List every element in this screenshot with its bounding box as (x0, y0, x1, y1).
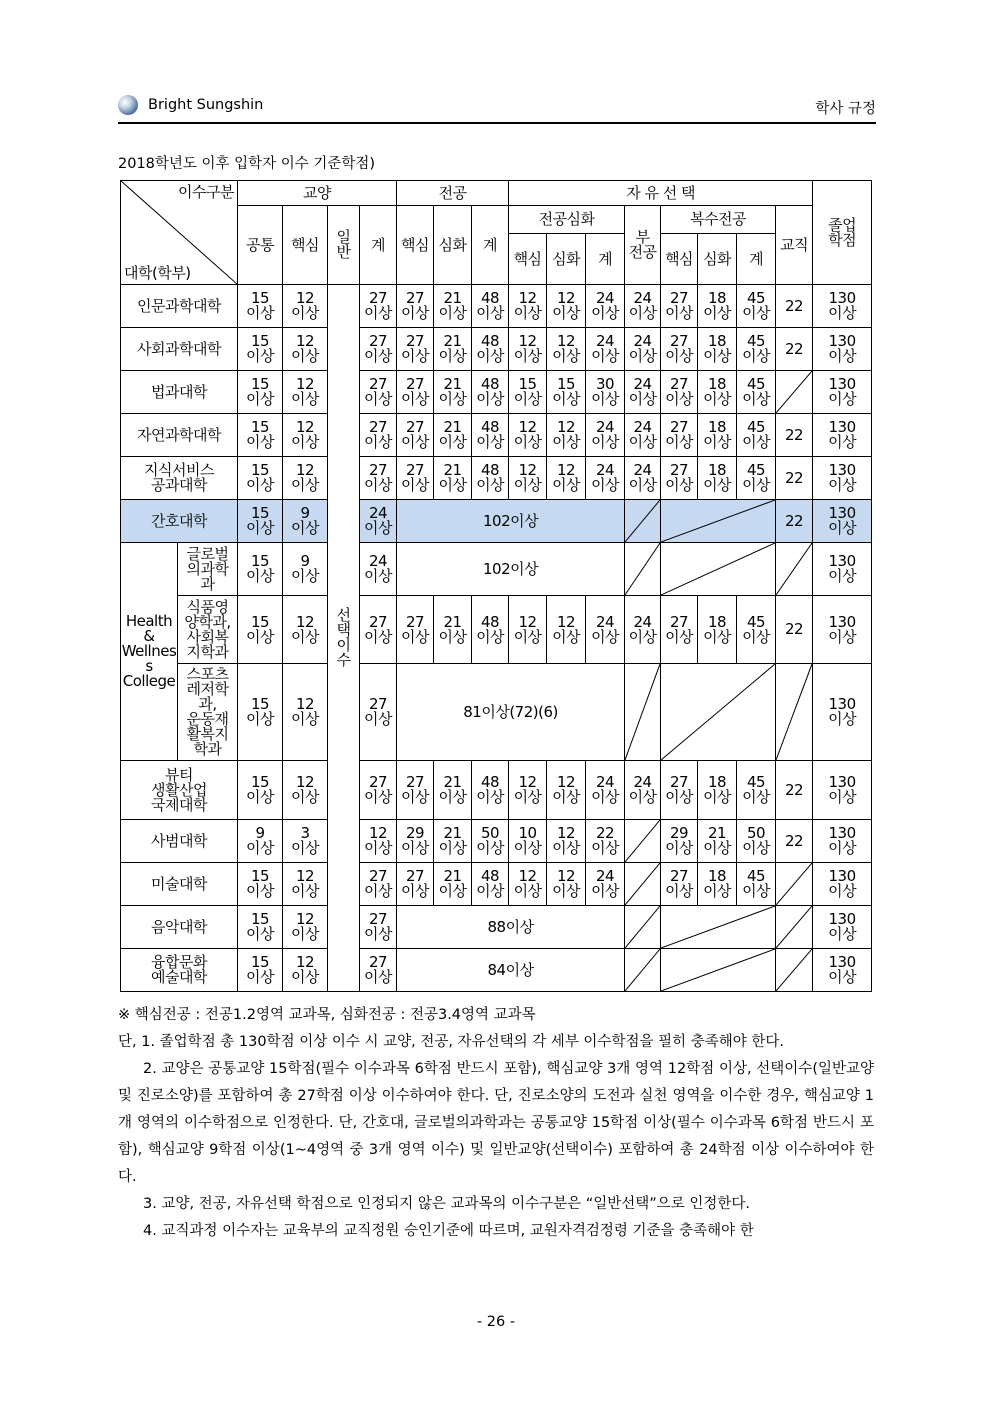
cell: 21 이상 (434, 457, 472, 500)
cell: 130 이상 (813, 371, 872, 414)
cell: 27 이상 (397, 596, 434, 664)
cell: 29 이상 (661, 820, 698, 863)
table-row (121, 414, 872, 457)
cell: 45 이상 (737, 863, 776, 906)
cell: 15 이상 (238, 596, 283, 664)
cell: 21 이상 (434, 285, 472, 328)
cell: 18 이상 (698, 328, 737, 371)
cell: 18 이상 (698, 285, 737, 328)
cell: 50 이상 (472, 820, 509, 863)
cell: 9 이상 (238, 820, 283, 863)
cell: 27 이상 (397, 328, 434, 371)
cell: 27 이상 (360, 596, 397, 664)
note-4: 4. 교직과정 이수자는 교육부의 교직정원 승인기준에 따르며, 교원자격검정령 기준을 충족해야 한 (143, 1223, 754, 1239)
cell: 12 이상 (509, 457, 547, 500)
col-gye: 계 (360, 206, 397, 285)
table-row (121, 664, 872, 761)
empty-slash-cell (661, 500, 776, 543)
header-corner-cell (121, 181, 238, 285)
cell: 3 이상 (283, 820, 328, 863)
cell: 12 이상 (547, 863, 586, 906)
cell: 48 이상 (472, 414, 509, 457)
cell: 24 이상 (625, 457, 661, 500)
merged-cell: 102이상 (397, 500, 625, 543)
col-ilban: 일 반 (328, 206, 360, 285)
cell: 24 이상 (586, 328, 625, 371)
cell: 18 이상 (698, 761, 737, 820)
cell: 22 (776, 820, 813, 863)
cell: 12 이상 (283, 414, 328, 457)
cell: 27 이상 (661, 457, 698, 500)
cell: 10 이상 (509, 820, 547, 863)
cell: 27 이상 (360, 949, 397, 992)
corner-bottom-label: 대학(학부) (124, 264, 191, 282)
cell: 15 이상 (509, 371, 547, 414)
col-s-gye: 계 (586, 234, 625, 285)
table-row (121, 371, 872, 414)
row-name: 식품영 양학과, 사회복 지학과 (178, 596, 238, 664)
cell: 27 이상 (397, 414, 434, 457)
cell: 24 이상 (625, 761, 661, 820)
cell: 12 이상 (283, 664, 328, 761)
merged-cell: 102이상 (397, 543, 625, 596)
cell: 45 이상 (737, 761, 776, 820)
cell: 12 이상 (547, 457, 586, 500)
cell: 48 이상 (472, 761, 509, 820)
cell: 27 이상 (360, 863, 397, 906)
col-s-haeksim: 핵심 (509, 234, 547, 285)
cell: 27 이상 (360, 664, 397, 761)
cell: 12 이상 (360, 820, 397, 863)
row-name: 미술대학 (121, 863, 238, 906)
table-row (121, 596, 872, 664)
empty-slash-cell (625, 664, 661, 761)
note-3: 3. 교양, 전공, 자유선택 학점으로 인정되지 않은 교과목의 이수구분은 “일반선택”으로 인정한다. (143, 1196, 751, 1212)
empty-slash-cell (776, 543, 813, 596)
cell: 27 이상 (661, 328, 698, 371)
cell: 15 이상 (238, 863, 283, 906)
cell: 27 이상 (397, 285, 434, 328)
cell: 45 이상 (737, 371, 776, 414)
merged-cell: 84이상 (397, 949, 625, 992)
cell: 130 이상 (813, 414, 872, 457)
cell: 12 이상 (509, 596, 547, 664)
empty-slash-cell (776, 863, 813, 906)
cell: 27 이상 (661, 596, 698, 664)
cell: 12 이상 (283, 761, 328, 820)
cell: 27 이상 (661, 761, 698, 820)
cell: 18 이상 (698, 596, 737, 664)
row-name: 음악대학 (121, 906, 238, 949)
merged-cell: 81이상(72)(6) (397, 664, 625, 761)
cell: 30 이상 (586, 371, 625, 414)
cell: 9 이상 (283, 543, 328, 596)
row-name: 사회과학대학 (121, 328, 238, 371)
cell: 48 이상 (472, 285, 509, 328)
cell: 27 이상 (661, 285, 698, 328)
cell: 24 이상 (625, 328, 661, 371)
table-row (121, 863, 872, 906)
cell: 12 이상 (547, 285, 586, 328)
cell: 15 이상 (238, 328, 283, 371)
cell: 22 이상 (586, 820, 625, 863)
cell: 24 이상 (586, 285, 625, 328)
table-row (121, 285, 872, 328)
col-gongtong: 공통 (238, 206, 283, 285)
table-row (121, 761, 872, 820)
note-1: 단, 1. 졸업학점 총 130학점 이상 이수 시 교양, 전공, 자유선택의 각 세부 이수학점을 필히 충족해야 한다. (118, 1034, 784, 1050)
cell: 130 이상 (813, 596, 872, 664)
table-row (121, 949, 872, 992)
cell: 12 이상 (283, 371, 328, 414)
empty-slash-cell (625, 820, 661, 863)
cell: 15 이상 (238, 949, 283, 992)
col-j-simhwa: 심화 (434, 206, 472, 285)
cell: 21 이상 (434, 371, 472, 414)
cell: 29 이상 (397, 820, 434, 863)
col-haeksim: 핵심 (283, 206, 328, 285)
cell: 21 이상 (698, 820, 737, 863)
sungshin-logo-icon (118, 95, 138, 115)
row-name: 뷰티 생활산업 국제대학 (121, 761, 238, 820)
cell: 12 이상 (283, 596, 328, 664)
cell: 15 이상 (547, 371, 586, 414)
cell: 12 이상 (547, 820, 586, 863)
cell: 45 이상 (737, 414, 776, 457)
cell: 48 이상 (472, 457, 509, 500)
cell: 27 이상 (661, 863, 698, 906)
row-name: 자연과학대학 (121, 414, 238, 457)
row-name: 법과대학 (121, 371, 238, 414)
col-gyojik: 교직 (776, 206, 813, 285)
table-row (121, 820, 872, 863)
cell: 18 이상 (698, 457, 737, 500)
cell: 50 이상 (737, 820, 776, 863)
empty-slash-cell (661, 664, 776, 761)
row-name: 융합문화 예술대학 (121, 949, 238, 992)
group-boksu: 복수전공 (661, 206, 776, 234)
cell: 27 이상 (360, 761, 397, 820)
col-j-haeksim: 핵심 (397, 206, 434, 285)
empty-slash-cell (776, 949, 813, 992)
cell: 45 이상 (737, 596, 776, 664)
notes-section (118, 1002, 874, 1245)
empty-slash-cell (776, 371, 813, 414)
cell: 12 이상 (283, 285, 328, 328)
table-caption: 2018학년도 이후 입학자 이수 기준학점) (118, 156, 376, 172)
cell: 15 이상 (238, 414, 283, 457)
col-b-simhwa: 심화 (698, 234, 737, 285)
cell: 48 이상 (472, 371, 509, 414)
cell: 15 이상 (238, 500, 283, 543)
col-b-haeksim: 핵심 (661, 234, 698, 285)
group-jeongong: 전공 (397, 181, 509, 206)
page-header (118, 92, 876, 124)
cell: 27 이상 (360, 285, 397, 328)
empty-slash-cell (776, 664, 813, 761)
empty-slash-cell (661, 949, 776, 992)
cell: 21 이상 (434, 863, 472, 906)
cell: 15 이상 (238, 664, 283, 761)
cell: 130 이상 (813, 906, 872, 949)
cell: 15 이상 (238, 543, 283, 596)
credit-requirements-table (120, 180, 872, 992)
cell: 22 (776, 328, 813, 371)
table-row (121, 328, 872, 371)
corner-top-label: 이수구분 (178, 183, 234, 201)
cell: 24 이상 (625, 596, 661, 664)
cell: 24 이상 (586, 863, 625, 906)
cell: 24 이상 (586, 596, 625, 664)
cell: 27 이상 (360, 906, 397, 949)
cell: 9 이상 (283, 500, 328, 543)
empty-slash-cell (661, 906, 776, 949)
cell: 45 이상 (737, 457, 776, 500)
cell: 12 이상 (283, 457, 328, 500)
cell: 27 이상 (360, 457, 397, 500)
col-s-simhwa: 심화 (547, 234, 586, 285)
cell: 27 이상 (360, 371, 397, 414)
cell: 27 이상 (397, 457, 434, 500)
cell: 24 이상 (625, 414, 661, 457)
cell: 24 이상 (586, 761, 625, 820)
cell: 21 이상 (434, 761, 472, 820)
cell: 130 이상 (813, 543, 872, 596)
cell: 27 이상 (397, 863, 434, 906)
section-title: 학사 규정 (815, 101, 876, 117)
cell: 24 이상 (360, 543, 397, 596)
cell: 45 이상 (737, 328, 776, 371)
cell: 27 이상 (397, 371, 434, 414)
cell: 130 이상 (813, 761, 872, 820)
cell: 22 (776, 285, 813, 328)
col-b-gye: 계 (737, 234, 776, 285)
cell: 27 이상 (661, 414, 698, 457)
cell: 27 이상 (360, 414, 397, 457)
cell: 12 이상 (283, 863, 328, 906)
cell: 12 이상 (509, 414, 547, 457)
merged-cell: 88이상 (397, 906, 625, 949)
cell: 12 이상 (547, 761, 586, 820)
empty-slash-cell (625, 543, 661, 596)
cell: 21 이상 (434, 414, 472, 457)
cell: 27 이상 (661, 371, 698, 414)
ilban-merged: 선 택 이 수 (328, 285, 360, 992)
table-row (121, 543, 872, 596)
cell: 48 이상 (472, 328, 509, 371)
note-2: 2. 교양은 공통교양 15학점(필수 이수과목 6학점 반드시 포함), 핵심교양 3개 영역 12학점 이상, 선택이수(일반교양 및 진로소양)를 포함하여 총 27학점 이상 이수하여야 한다. 단, 진로소양의 도전과 실천 영역을 이수한 경우, 핵심교양 1개 영역의 이수학점으로 인정한다. 단, 간호대, 글로벌의과학과는 공통교양 15학점 이상(필수 이수과목 6학점 반드시 포함), 핵심교양 9학점 이상(1~4영역 중 3개 영역 이수) 및 일반교양(선택이수) 포함하여 총 24학점 이상 이수하여야 한다. (118, 1061, 874, 1185)
cell: 24 이상 (360, 500, 397, 543)
cell: 12 이상 (509, 863, 547, 906)
cell: 21 이상 (434, 596, 472, 664)
cell: 12 이상 (283, 949, 328, 992)
cell: 22 (776, 761, 813, 820)
cell: 27 이상 (360, 328, 397, 371)
table-row-highlighted (121, 500, 872, 543)
cell: 130 이상 (813, 949, 872, 992)
group-simhwa: 전공심화 (509, 206, 625, 234)
cell: 45 이상 (737, 285, 776, 328)
cell: 12 이상 (509, 285, 547, 328)
note-definition: ※ 핵심전공 : 전공1.2영역 교과목, 심화전공 : 전공3.4영역 교과목 (118, 1007, 536, 1023)
row-name: 글로벌 의과학 과 (178, 543, 238, 596)
row-name: 간호대학 (121, 500, 238, 543)
cell: 21 이상 (434, 328, 472, 371)
cell: 130 이상 (813, 664, 872, 761)
col-j-gye: 계 (472, 206, 509, 285)
group-jayu: 자 유 선 택 (509, 181, 813, 206)
cell: 130 이상 (813, 820, 872, 863)
cell: 48 이상 (472, 596, 509, 664)
table-row (121, 906, 872, 949)
cell: 15 이상 (238, 761, 283, 820)
cell: 22 (776, 457, 813, 500)
hw-group-label: Health & Wellnes s College (121, 543, 178, 761)
cell: 27 이상 (397, 761, 434, 820)
group-gyoyang: 교양 (238, 181, 397, 206)
empty-slash-cell (661, 543, 776, 596)
row-name: 지식서비스 공과대학 (121, 457, 238, 500)
cell: 12 이상 (547, 414, 586, 457)
cell: 48 이상 (472, 863, 509, 906)
cell: 130 이상 (813, 328, 872, 371)
cell: 15 이상 (238, 371, 283, 414)
empty-slash-cell (625, 863, 661, 906)
cell: 24 이상 (625, 285, 661, 328)
cell: 15 이상 (238, 906, 283, 949)
cell: 22 (776, 500, 813, 543)
cell: 24 이상 (586, 457, 625, 500)
cell: 130 이상 (813, 863, 872, 906)
cell: 130 이상 (813, 457, 872, 500)
cell: 24 이상 (625, 371, 661, 414)
cell: 130 이상 (813, 500, 872, 543)
cell: 21 이상 (434, 820, 472, 863)
brand-name: Bright Sungshin (148, 97, 264, 113)
cell: 12 이상 (547, 596, 586, 664)
page-number: - 26 - (476, 1314, 516, 1330)
empty-slash-cell (625, 906, 661, 949)
col-jorup: 졸업 학점 (813, 181, 872, 285)
cell: 18 이상 (698, 371, 737, 414)
cell: 24 이상 (586, 414, 625, 457)
row-name: 인문과학대학 (121, 285, 238, 328)
cell: 15 이상 (238, 285, 283, 328)
row-name: 스포츠 레저학 과, 운동재 활복지 학과 (178, 664, 238, 761)
table-row (121, 457, 872, 500)
cell: 12 이상 (283, 906, 328, 949)
cell: 12 이상 (283, 328, 328, 371)
cell: 15 이상 (238, 457, 283, 500)
cell: 18 이상 (698, 863, 737, 906)
cell: 12 이상 (509, 761, 547, 820)
cell: 22 (776, 596, 813, 664)
cell: 12 이상 (509, 328, 547, 371)
empty-slash-cell (776, 906, 813, 949)
empty-slash-cell (625, 949, 661, 992)
row-name: 사범대학 (121, 820, 238, 863)
cell: 18 이상 (698, 414, 737, 457)
cell: 130 이상 (813, 285, 872, 328)
cell: 22 (776, 414, 813, 457)
cell: 12 이상 (547, 328, 586, 371)
col-bu: 부 전공 (625, 206, 661, 285)
empty-slash-cell (625, 500, 661, 543)
